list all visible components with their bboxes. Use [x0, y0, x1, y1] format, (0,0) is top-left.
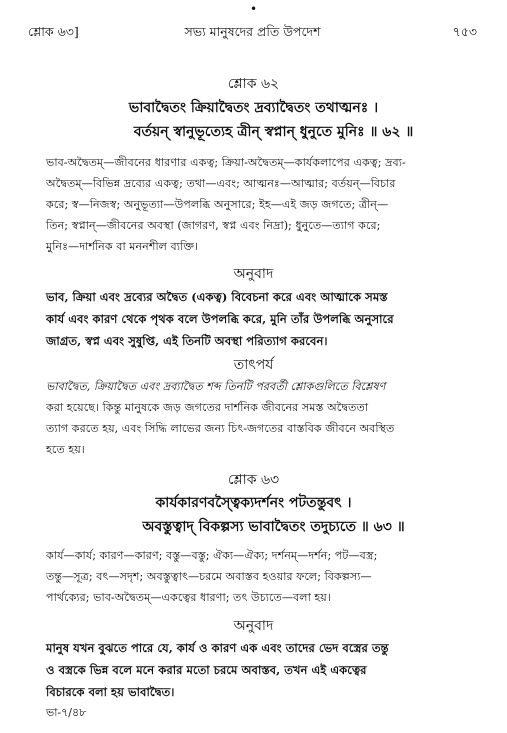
synonym-line: তিন; স্বপ্নান্—জীবনের অবস্থা (জাগরণ, স্বপ্ন এবং নিদ্রা); ধুনুতে—ত্যাগ করে;: [46, 219, 381, 232]
translation-line: ভাব, ক্রিয়া এবং দ্রব্যের অদ্বৈত (একত্ব) বিবেচনা করে এবং আত্মাকে সমস্ত: [46, 290, 388, 304]
verse63-title: শ্লোক ৬৩: [227, 472, 280, 488]
purport-line: ত্যাগ করতে হয়, এবং সিদ্ধি লাভের জন্য চিৎ-জগতের বাস্তবিক জীবনে অবস্থিত: [46, 422, 395, 435]
purport-line: ভাবাদ্বৈত, ক্রিয়াদ্বৈত এবং দ্রব্যাদ্বৈত শব্দ তিনটি পরবর্তী শ্লোকগুলিতে বিশ্লেষণ: [46, 380, 386, 393]
translation62-text: [46, 286, 466, 352]
synonym-line: কার্য—কার্য; কারণ—কারণ; বস্তু—বস্তু; ঐক্য—ঐক্য; দর্শনম্—দর্শন; পট—বস্ত্র;: [46, 549, 378, 562]
verse63-line2: অবস্তুত্বাদ্ বিকল্পস্য ভাবাদ্বৈতং তদুচ্যতে ॥ ৬৩ ॥: [142, 519, 405, 535]
footer-signature: ভা-৭/৪৮: [46, 706, 87, 719]
translation-line: ও বস্ত্রকে ভিন্ন বলে মনে করার মতো চরমে অবাস্তব, তখন এই একত্বের: [46, 663, 367, 677]
translation-line: জাগ্রত, স্বপ্ন এবং সুষুপ্তি, এই তিনটি অবস্থা পরিত্যাগ করবেন।: [46, 334, 328, 348]
header-chapter-title: সভ্য মানুষদের প্রতি উপদেশ: [184, 24, 321, 39]
synonym-line: পার্থক্যের; ভাব-অদ্বৈতম্—একত্বের ধারণা; তৎ উচ্যতে—বলা হয়।: [46, 591, 331, 604]
verse62-line1: ভাবাদ্বৈতং ক্রিয়াদ্বৈতং দ্রব্যাদ্বৈতং তথাত্মনঃ ।: [128, 100, 379, 116]
purport62-heading: তাৎপর্য: [233, 357, 274, 373]
synonym-line: করে; স্ব—নিজস্ব; অনুভূত্যা—উপলব্ধি অনুসারে; ইহ—এই জড় জগতে; ত্রীন্—: [46, 198, 389, 211]
translation63-text: [46, 637, 466, 703]
verse62-line2: বর্তয়ন্ স্বানুভূত্যেহ ত্রীন্ স্বপ্নান্ ধুনুতে মুনিঃ ॥ ৬২ ॥: [133, 124, 414, 140]
purport62-text: [46, 376, 466, 460]
header-page-number: ৭৫৩: [452, 24, 477, 39]
translation-line: বিচারকে বলা হয় ভাবাদ্বৈত।: [46, 685, 175, 699]
synonym-line: মুনিঃ—দার্শনিক বা মননশীল ব্যক্তি।: [46, 240, 199, 253]
verse63-line1: কার্যকারণবস্ত্বৈক্যদর্শনং পটতন্তুবৎ ।: [155, 495, 352, 511]
synonym-line: ভাব-অদ্বৈতম্—জীবনের ধারণার একত্ব; ক্রিয়া-অদ্বৈতম্—কার্যকলাপের একত্ব; দ্রব্য-: [46, 156, 406, 169]
running-header: [28, 24, 477, 46]
synonym-line: তন্তু—সূত্র; বৎ—সদৃশ; অবস্তুত্বাৎ—চরমে অবাস্তব হওয়ার ফলে; বিকল্পস্য—: [46, 570, 372, 583]
header-verse-ref: শ্লোক ৬৩]: [28, 24, 79, 39]
verse62-synonyms: [46, 152, 466, 257]
translation-line: মানুষ যখন বুঝতে পারে যে, কার্য ও কারণ এক এবং তাদের ভেদ বস্ত্রের তন্তু: [46, 641, 389, 655]
synonym-line: অদ্বৈতম্—বিভিন্ন দ্রব্যের একত্ব; তথা—এবং; আত্মনঃ—আত্মার; বর্তয়ন্—বিচার: [46, 177, 396, 190]
translation63-heading: অনুবাদ: [233, 618, 274, 634]
translation-line: কার্য এবং কারণ থেকে পৃথক বলে উপলব্ধি করে, মুনি তাঁর উপলব্ধি অনুসারে: [46, 312, 394, 326]
purport-line: করা হয়েছে। কিন্তু মানুষকে জড় জগতের দার্শনিক জীবনের সমস্ত অদ্বৈততা: [46, 401, 369, 414]
purport-line: হতে হয়।: [46, 443, 85, 456]
top-mark: •: [250, 2, 258, 16]
translation62-heading: অনুবাদ: [233, 266, 274, 282]
verse63-synonyms: [46, 545, 466, 608]
verse62-title: শ্লোক ৬২: [227, 76, 280, 92]
